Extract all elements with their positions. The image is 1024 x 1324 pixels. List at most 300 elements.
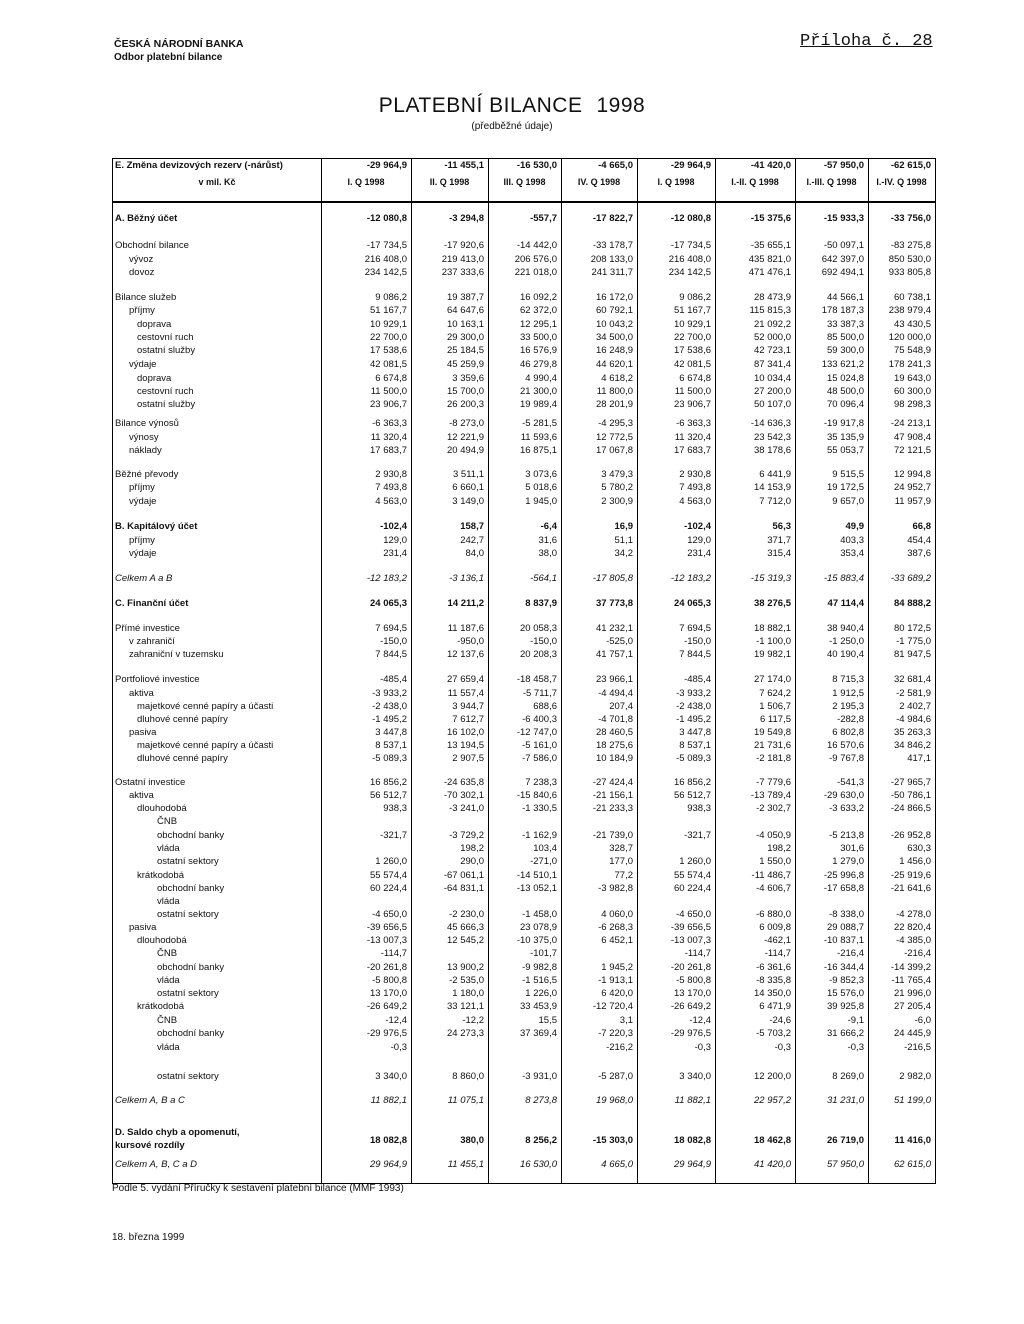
value-cell: -271,0 xyxy=(530,856,557,867)
value-cell: 10 929,1 xyxy=(370,319,407,330)
value-cell: -33 178,7 xyxy=(592,240,633,251)
value-cell: 7 694,5 xyxy=(375,623,407,634)
value-cell: -557,7 xyxy=(530,213,557,224)
value-cell: 1 279,0 xyxy=(832,856,864,867)
value-cell: -1 913,1 xyxy=(598,975,633,986)
value-cell: -6 363,3 xyxy=(372,418,407,429)
value-cell: 27 659,4 xyxy=(447,674,484,685)
value-cell: -1 775,0 xyxy=(896,636,931,647)
value-cell: 1 260,0 xyxy=(375,856,407,867)
value-cell: 9 657,0 xyxy=(832,496,864,507)
value-cell: -1 495,2 xyxy=(372,714,407,725)
value-cell: 315,4 xyxy=(767,548,791,559)
value-cell: 38 276,5 xyxy=(754,598,791,609)
row-label xyxy=(129,253,153,266)
value-cell: 84 888,2 xyxy=(894,598,931,609)
row-label-text: vláda xyxy=(157,896,180,907)
value-cell: -20 261,8 xyxy=(366,962,407,973)
row-label-text: obchodní banky xyxy=(157,830,225,841)
value-cell: 18 082,8 xyxy=(674,1135,711,1146)
value-cell: -1 495,2 xyxy=(676,714,711,725)
value-cell: 19 968,0 xyxy=(596,1095,633,1106)
row-label-text: Běžné převody xyxy=(115,469,179,480)
value-cell: 28 473,9 xyxy=(754,292,791,303)
row-label-text: Bilance služeb xyxy=(115,292,177,303)
value-cell: 13 194,5 xyxy=(447,740,484,751)
value-cell: 25 184,5 xyxy=(447,345,484,356)
row-label xyxy=(129,495,156,508)
value-cell: 18 882,1 xyxy=(754,623,791,634)
value-cell: 3,1 xyxy=(619,1015,633,1026)
value-cell: -35 655,1 xyxy=(750,240,791,251)
row-label-text: ostatní služby xyxy=(137,345,196,356)
table-row xyxy=(113,1158,935,1171)
value-cell: -0,3 xyxy=(390,1042,407,1053)
table-row xyxy=(113,547,935,560)
row-label xyxy=(137,398,195,411)
row-label-text: příjmy xyxy=(129,535,155,546)
value-cell: -6 400,3 xyxy=(522,714,557,725)
org-header xyxy=(114,38,244,64)
value-cell: 387,6 xyxy=(907,548,931,559)
value-cell: 6 441,9 xyxy=(759,469,791,480)
row-label xyxy=(129,304,155,317)
row-label-text: aktiva xyxy=(129,790,154,801)
value-cell: 11 416,0 xyxy=(894,1135,931,1146)
table-row xyxy=(113,1041,935,1054)
value-cell: 11 320,4 xyxy=(370,432,407,443)
row-label xyxy=(115,572,172,585)
title-text: PLATEBNÍ BILANCE xyxy=(378,94,583,117)
value-cell: -27 965,7 xyxy=(890,777,931,788)
row-label xyxy=(115,159,283,172)
value-cell: 8 860,0 xyxy=(452,1071,484,1082)
value-cell: 98 298,3 xyxy=(894,399,931,410)
value-cell: 4 060,0 xyxy=(601,909,633,920)
table-row xyxy=(113,534,935,547)
row-label-text: Celkem A, B, C a D xyxy=(115,1159,198,1170)
row-label xyxy=(115,212,177,225)
value-cell: 41 757,1 xyxy=(596,649,633,660)
column-header: v mil. Kč xyxy=(198,177,236,187)
value-cell: 44 620,1 xyxy=(596,359,633,370)
value-cell: -57 950,0 xyxy=(823,160,864,171)
row-label-text: ostatní sektory xyxy=(157,988,219,999)
value-cell: -4 606,7 xyxy=(756,883,791,894)
value-cell: 18 082,8 xyxy=(370,1135,407,1146)
table-row xyxy=(113,358,935,371)
column-header: I.-IV. Q 1998 xyxy=(876,177,927,187)
value-cell: 380,0 xyxy=(460,1135,484,1146)
value-cell: 234 142,5 xyxy=(364,267,407,278)
value-cell: 20 058,3 xyxy=(520,623,557,634)
value-cell: 938,3 xyxy=(687,803,711,814)
value-cell: 55 574,4 xyxy=(370,870,407,881)
row-label xyxy=(137,1000,184,1013)
value-cell: -102,4 xyxy=(380,521,407,532)
value-cell: 10 034,4 xyxy=(754,373,791,384)
value-cell: -7 586,0 xyxy=(522,753,557,764)
value-cell: -13 007,3 xyxy=(366,935,407,946)
value-cell: -1 162,9 xyxy=(522,830,557,841)
value-cell: -9,1 xyxy=(847,1015,864,1026)
value-cell: -11 486,7 xyxy=(751,870,791,881)
value-cell: 371,7 xyxy=(767,535,791,546)
value-cell: -24 635,8 xyxy=(443,777,484,788)
row-label xyxy=(129,648,224,661)
value-cell: 32 681,4 xyxy=(894,674,931,685)
table-row xyxy=(113,855,935,868)
value-cell: 219 413,0 xyxy=(441,254,484,265)
value-cell: 80 172,5 xyxy=(894,623,931,634)
row-label-text: doprava xyxy=(137,373,172,384)
value-cell: -282,8 xyxy=(837,714,864,725)
value-cell: 24 065,3 xyxy=(370,598,407,609)
value-cell: -24,6 xyxy=(769,1015,791,1026)
row-label xyxy=(129,266,154,279)
row-label xyxy=(115,776,185,789)
value-cell: -9 982,8 xyxy=(522,962,557,973)
value-cell: 23 906,7 xyxy=(370,399,407,410)
value-cell: -17 920,6 xyxy=(443,240,484,251)
value-cell: 37 773,8 xyxy=(596,598,633,609)
table-row xyxy=(113,739,935,752)
value-cell: -0,3 xyxy=(847,1042,864,1053)
value-cell: -29 964,9 xyxy=(670,160,711,171)
value-cell: -3 933,2 xyxy=(676,688,711,699)
value-cell: 23 906,7 xyxy=(674,399,711,410)
value-cell: 29 300,0 xyxy=(447,332,484,343)
value-cell: -15 375,6 xyxy=(750,213,791,224)
row-label-text: A. Běžný účet xyxy=(115,213,178,224)
row-label xyxy=(129,687,154,700)
value-cell: 688,6 xyxy=(533,701,557,712)
value-cell: 17 683,7 xyxy=(674,445,711,456)
value-cell: 16 248,9 xyxy=(596,345,633,356)
value-cell: -41 420,0 xyxy=(750,160,791,171)
value-cell: 19 643,0 xyxy=(894,373,931,384)
row-label-text: vláda xyxy=(157,975,180,986)
value-cell: -15 303,0 xyxy=(592,1135,633,1146)
value-cell: 216 408,0 xyxy=(668,254,711,265)
value-cell: -8 273,0 xyxy=(449,418,484,429)
table-row xyxy=(113,159,935,172)
value-cell: 42 081,5 xyxy=(370,359,407,370)
value-cell: 6 420,0 xyxy=(601,988,633,999)
value-cell: 241 311,7 xyxy=(591,267,633,278)
row-label xyxy=(157,842,180,855)
value-cell: 13 170,0 xyxy=(674,988,711,999)
value-cell: 24 445,9 xyxy=(894,1028,931,1039)
value-cell: 56 512,7 xyxy=(674,790,711,801)
row-label xyxy=(129,635,175,648)
table-row xyxy=(113,673,935,686)
table-row xyxy=(113,266,935,279)
value-cell: 57 950,0 xyxy=(827,1159,864,1170)
value-cell: 15 700,0 xyxy=(447,386,484,397)
value-cell: 3 340,0 xyxy=(679,1071,711,1082)
value-cell: -9 767,8 xyxy=(829,753,864,764)
value-cell: 17 538,6 xyxy=(370,345,407,356)
value-cell: -21 739,0 xyxy=(592,830,633,841)
value-cell: -12 080,8 xyxy=(670,213,711,224)
value-cell: 301,6 xyxy=(840,843,864,854)
row-label-text: ostatní služby xyxy=(137,399,196,410)
value-cell: 26 719,0 xyxy=(827,1135,864,1146)
value-cell: 34,2 xyxy=(614,548,633,559)
value-cell: 1 550,0 xyxy=(759,856,791,867)
value-cell: 21 092,2 xyxy=(754,319,791,330)
value-cell: -62 615,0 xyxy=(890,160,931,171)
value-cell: 13 170,0 xyxy=(370,988,407,999)
column-header: I. Q 1998 xyxy=(657,177,695,187)
row-label xyxy=(157,974,180,987)
value-cell: 16 102,0 xyxy=(447,727,484,738)
row-label-text: Celkem A, B a C xyxy=(115,1095,185,1106)
value-cell: 15 024,8 xyxy=(827,373,864,384)
value-cell: 51 167,7 xyxy=(674,305,711,316)
table-row xyxy=(113,947,935,960)
value-cell: -541,3 xyxy=(837,777,864,788)
page-subtitle: (předběžné údaje) xyxy=(471,121,553,132)
row-label-text: cestovní ruch xyxy=(137,386,194,397)
value-cell: 8 837,9 xyxy=(525,598,557,609)
value-cell: 2 982,0 xyxy=(899,1071,931,1082)
value-cell: 417,1 xyxy=(907,753,931,764)
value-cell: 66,8 xyxy=(912,521,931,532)
value-cell: 41 420,0 xyxy=(754,1159,791,1170)
value-cell: 14 350,0 xyxy=(754,988,791,999)
value-cell: 471 476,1 xyxy=(748,267,791,278)
table-row xyxy=(113,726,935,739)
value-cell: 10 163,1 xyxy=(447,319,484,330)
dept-name: Odbor platební bilance xyxy=(114,52,223,63)
value-cell: 26 200,3 xyxy=(447,399,484,410)
value-cell: 231,4 xyxy=(687,548,711,559)
value-cell: -2 181,8 xyxy=(756,753,791,764)
value-cell: 12 994,8 xyxy=(894,469,931,480)
value-cell: 353,4 xyxy=(840,548,864,559)
value-cell: -216,2 xyxy=(606,1042,633,1053)
value-cell: -3 982,8 xyxy=(598,883,633,894)
value-cell: 7 694,5 xyxy=(679,623,711,634)
row-label xyxy=(115,1158,197,1171)
value-cell: -15 319,3 xyxy=(750,573,791,584)
row-label xyxy=(157,987,219,1000)
value-cell: 11 455,1 xyxy=(447,1159,484,1170)
value-cell: 9 086,2 xyxy=(679,292,711,303)
value-cell: 22 957,2 xyxy=(754,1095,791,1106)
value-cell: 216 408,0 xyxy=(364,254,407,265)
value-cell: 15 576,0 xyxy=(827,988,864,999)
row-label-text: ostatní sektory xyxy=(157,909,219,920)
value-cell: 49,9 xyxy=(845,521,864,532)
value-cell: 6 674,8 xyxy=(375,373,407,384)
value-cell: -6 363,3 xyxy=(676,418,711,429)
value-cell: 120 000,0 xyxy=(888,332,931,343)
value-cell: -4 050,9 xyxy=(756,830,791,841)
row-label-text: Bilance výnosů xyxy=(115,418,179,429)
row-label xyxy=(157,947,177,960)
value-cell: 87 341,4 xyxy=(754,359,791,370)
value-cell: -6,4 xyxy=(540,521,557,532)
value-cell: -114,7 xyxy=(684,948,711,959)
value-cell: -25 919,6 xyxy=(890,870,931,881)
value-cell: 60 792,1 xyxy=(596,305,633,316)
value-cell: 22 820,4 xyxy=(894,922,931,933)
value-cell: -12 183,2 xyxy=(670,573,711,584)
row-label-text: vláda xyxy=(157,843,180,854)
value-cell: 850 530,0 xyxy=(888,254,931,265)
value-cell: -216,4 xyxy=(837,948,864,959)
table-row xyxy=(113,648,935,661)
value-cell: 56 512,7 xyxy=(370,790,407,801)
column-header: I.-II. Q 1998 xyxy=(731,177,779,187)
value-cell: 8 256,2 xyxy=(525,1135,557,1146)
value-cell: -6 268,3 xyxy=(598,922,633,933)
value-cell: 47 114,4 xyxy=(827,598,864,609)
value-cell: 7 844,5 xyxy=(679,649,711,660)
value-cell: -12,2 xyxy=(462,1015,484,1026)
row-label-text: cestovní ruch xyxy=(137,332,194,343)
value-cell: 6 802,8 xyxy=(832,727,864,738)
table-row xyxy=(113,1126,935,1151)
value-cell: 60 300,0 xyxy=(894,386,931,397)
value-cell: 27 200,0 xyxy=(754,386,791,397)
value-cell: 70 096,4 xyxy=(827,399,864,410)
value-cell: -1 250,0 xyxy=(829,636,864,647)
value-cell: -24 866,5 xyxy=(890,803,931,814)
value-cell: 60 738,1 xyxy=(894,292,931,303)
value-cell: 28 460,5 xyxy=(596,727,633,738)
row-label-text: E. Změna devizových rezerv (-nárůst) xyxy=(115,160,283,171)
row-label xyxy=(115,1094,185,1107)
value-cell: 48 500,0 xyxy=(827,386,864,397)
value-cell: 208 133,0 xyxy=(590,254,633,265)
value-cell: -29 964,9 xyxy=(366,160,407,171)
value-cell: 19 549,8 xyxy=(754,727,791,738)
value-cell: 64 647,6 xyxy=(447,305,484,316)
value-cell: -485,4 xyxy=(684,674,711,685)
value-cell: 42 081,5 xyxy=(674,359,711,370)
value-cell: 45 666,3 xyxy=(447,922,484,933)
value-cell: -525,0 xyxy=(606,636,633,647)
value-cell: 4 665,0 xyxy=(601,1159,633,1170)
value-cell: -50 097,1 xyxy=(823,240,864,251)
row-label-text: zahraniční v tuzemsku xyxy=(129,649,224,660)
row-label xyxy=(129,358,156,371)
value-cell: 115 815,3 xyxy=(749,305,791,316)
value-cell: 16 570,6 xyxy=(827,740,864,751)
value-cell: 7 238,3 xyxy=(525,777,557,788)
value-cell: 3 479,3 xyxy=(601,469,633,480)
value-cell: 20 208,3 xyxy=(520,649,557,660)
value-cell: 12 545,2 xyxy=(447,935,484,946)
value-cell: 45 259,9 xyxy=(447,359,484,370)
value-cell: -3 241,0 xyxy=(449,803,484,814)
value-cell: 41 232,1 xyxy=(596,623,633,634)
value-cell: 238 979,4 xyxy=(888,305,931,316)
value-cell: 1 506,7 xyxy=(759,701,791,712)
value-cell: -5 800,8 xyxy=(372,975,407,986)
value-cell: 692 494,1 xyxy=(821,267,864,278)
value-cell: 133 621,2 xyxy=(821,359,864,370)
row-label xyxy=(129,726,156,739)
value-cell: 27 205,4 xyxy=(894,1001,931,1012)
column-header: II. Q 1998 xyxy=(429,177,470,187)
table-row xyxy=(113,331,935,344)
value-cell: -16 530,0 xyxy=(516,160,557,171)
table-row xyxy=(113,961,935,974)
value-cell: 21 731,6 xyxy=(754,740,791,751)
value-cell: 22 700,0 xyxy=(674,332,711,343)
value-cell: -0,3 xyxy=(774,1042,791,1053)
row-label-text: ČNB xyxy=(157,948,178,959)
table-row xyxy=(113,481,935,494)
value-cell: -39 656,5 xyxy=(670,922,711,933)
annex-label: Příloha č. 28 xyxy=(800,32,933,51)
value-cell: -5 089,3 xyxy=(372,753,407,764)
value-cell: 62 372,0 xyxy=(520,305,557,316)
value-cell: 177,0 xyxy=(609,856,633,867)
value-cell: -102,4 xyxy=(684,521,711,532)
row-label xyxy=(157,961,224,974)
value-cell: -6 880,0 xyxy=(756,909,791,920)
value-cell: 1 945,2 xyxy=(601,962,633,973)
value-cell: 33 500,0 xyxy=(520,332,557,343)
row-label xyxy=(137,700,273,713)
value-cell: -11 455,1 xyxy=(444,160,484,171)
row-label-text: dlouhodobá xyxy=(137,935,187,946)
table-row xyxy=(113,1094,935,1107)
column-header: III. Q 1998 xyxy=(503,177,546,187)
table-row xyxy=(113,597,935,610)
value-cell: 642 397,0 xyxy=(821,254,864,265)
value-cell: 40 190,4 xyxy=(827,649,864,660)
row-label-text: obchodní banky xyxy=(157,883,225,894)
table-row xyxy=(113,417,935,430)
value-cell: 18 275,6 xyxy=(596,740,633,751)
value-cell: -4 984,6 xyxy=(896,714,931,725)
row-label xyxy=(137,739,273,752)
value-cell: -26 649,2 xyxy=(366,1001,407,1012)
row-label xyxy=(157,829,224,842)
value-cell: 13 900,2 xyxy=(447,962,484,973)
value-cell: 6 471,9 xyxy=(759,1001,791,1012)
value-cell: 38 940,4 xyxy=(827,623,864,634)
value-cell: -8 335,8 xyxy=(756,975,791,986)
value-cell: -3 633,2 xyxy=(829,803,864,814)
value-cell: 12 137,6 xyxy=(447,649,484,660)
row-label-text: ČNB xyxy=(157,816,178,827)
row-label-text: obchodní banky xyxy=(157,962,225,973)
value-cell: -12 747,0 xyxy=(516,727,557,738)
value-cell: -5 800,8 xyxy=(676,975,711,986)
value-cell: -114,7 xyxy=(764,948,791,959)
value-cell: 938,3 xyxy=(383,803,407,814)
row-label-text: Ostatní investice xyxy=(115,777,186,788)
value-cell: 55 053,7 xyxy=(827,445,864,456)
value-cell: -64 831,1 xyxy=(443,883,484,894)
table-row xyxy=(113,495,935,508)
table-row xyxy=(113,520,935,533)
value-cell: 10 184,9 xyxy=(596,753,633,764)
row-label xyxy=(129,534,155,547)
value-cell: 42 723,1 xyxy=(754,345,791,356)
table-row xyxy=(113,700,935,713)
value-cell: 2 930,8 xyxy=(375,469,407,480)
value-cell: 207,4 xyxy=(609,701,633,712)
